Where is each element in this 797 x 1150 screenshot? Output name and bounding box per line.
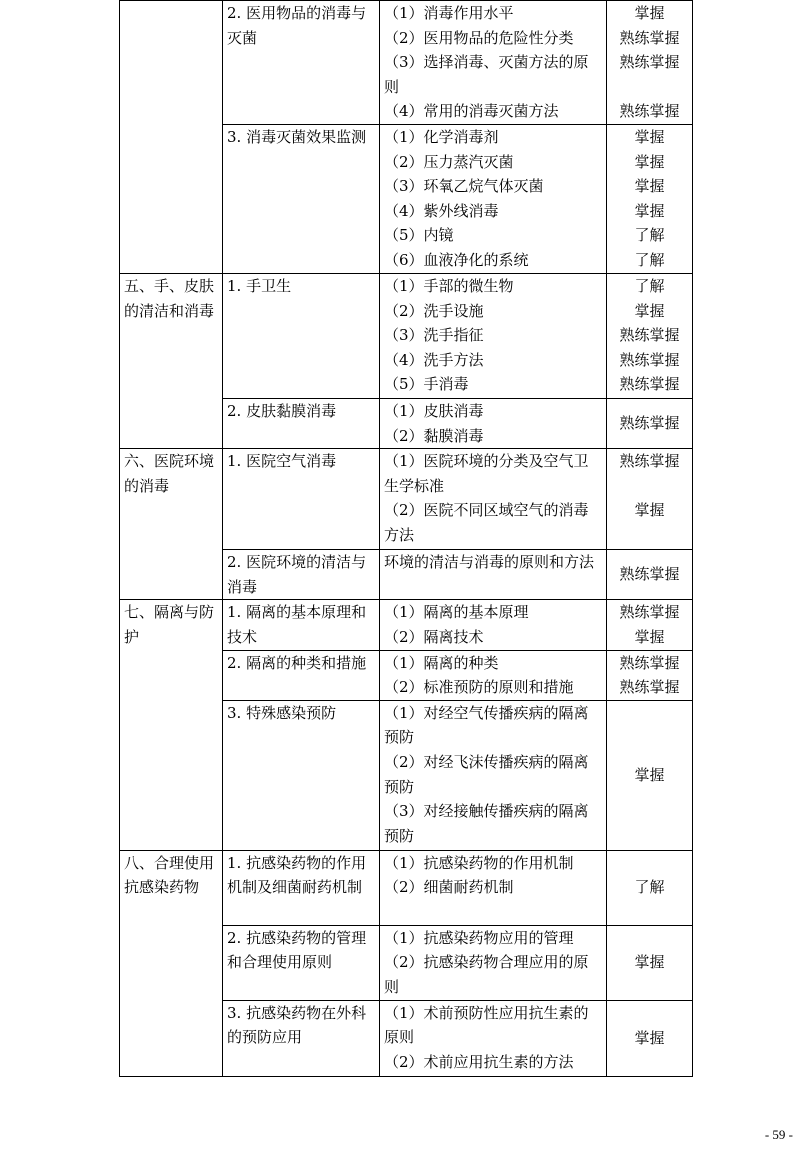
level-text: 掌握 <box>634 501 665 520</box>
content-cell <box>380 449 607 550</box>
content-item: （2）隔离技术 <box>384 627 484 646</box>
level-text: 了解 <box>634 277 665 295</box>
level-text: 熟练掌握 <box>619 102 680 121</box>
content-item: （1）医院环境的分类及空气卫生学标准 <box>384 452 589 495</box>
content-item: （2）标准预防的原则和措施 <box>384 678 574 697</box>
level-text: 熟练掌握 <box>619 28 680 47</box>
level-text: 熟练掌握 <box>619 603 680 622</box>
content-item: （1）对经空气传播疾病的隔离预防 <box>384 703 589 747</box>
content-cell <box>380 125 607 274</box>
content-item: （1）化学消毒剂 <box>384 128 499 146</box>
content-item: （2）黏膜消毒 <box>384 426 484 445</box>
content-cell <box>380 850 607 925</box>
content-cell <box>380 650 607 700</box>
page-number: - 59 - <box>764 1127 793 1142</box>
unit-cell: 八、合理使用抗感染药物 <box>120 850 223 1076</box>
subunit-cell: 3. 特殊感染预防 <box>223 700 380 850</box>
subunit-cell: 1. 医院空气消毒 <box>223 449 380 550</box>
subunit-cell: 3. 抗感染药物在外科的预防应用 <box>223 1000 380 1076</box>
unit-cell: 六、医院环境的消毒 <box>120 449 223 600</box>
level-text: 掌握 <box>634 301 665 320</box>
subunit-cell: 2. 医院环境的清洁与消毒 <box>223 550 380 600</box>
content-cell <box>380 1000 607 1076</box>
content-item: （3）选择消毒、灭菌方法的原则 <box>384 53 589 96</box>
content-cell <box>380 274 607 399</box>
level-text: 熟练掌握 <box>619 350 680 369</box>
level-spacer <box>609 75 690 100</box>
subunit-cell: 1. 手卫生 <box>223 274 380 399</box>
level-text: 了解 <box>634 250 665 269</box>
content-item: （1）隔离的种类 <box>384 653 499 672</box>
unit-cell: 七、隔离与防护 <box>120 600 223 850</box>
subunit-cell: 2. 皮肤黏膜消毒 <box>223 399 380 449</box>
level-text: 掌握 <box>634 4 665 22</box>
level-cell: 了解 <box>607 850 693 925</box>
content-item: （2）术前应用抗生素的方法 <box>384 1052 574 1071</box>
subunit-cell: 1. 抗感染药物的作用机制及细菌耐药机制 <box>223 850 380 925</box>
level-cell <box>607 274 693 399</box>
content-item: （3）洗手指征 <box>384 326 484 345</box>
level-text: 了解 <box>634 226 665 245</box>
content-item: （1）消毒作用水平 <box>384 4 514 22</box>
content-item: （1）抗感染药物应用的管理 <box>384 928 574 947</box>
content-item: 环境的清洁与消毒的原则和方法 <box>384 553 595 572</box>
level-cell: 熟练掌握 <box>607 399 693 449</box>
table-row <box>120 449 693 550</box>
content-cell <box>380 600 607 650</box>
content-item: （5）内镜 <box>384 226 454 245</box>
level-text: 熟练掌握 <box>619 678 680 697</box>
subunit-cell: 3. 消毒灭菌效果监测 <box>223 125 380 274</box>
table-row <box>120 1 693 125</box>
level-cell <box>607 125 693 274</box>
level-cell <box>607 1 693 125</box>
level-text: 掌握 <box>634 201 665 220</box>
level-text: 掌握 <box>634 177 665 196</box>
table-row <box>120 600 693 650</box>
content-cell <box>380 550 607 600</box>
level-text: 熟练掌握 <box>619 326 680 345</box>
content-item: （2）抗感染药物合理应用的原则 <box>384 953 589 996</box>
level-cell: 掌握 <box>607 1000 693 1076</box>
content-item: （4）洗手方法 <box>384 350 484 369</box>
table-row <box>120 274 693 399</box>
content-item: （2）医用物品的危险性分类 <box>384 28 574 47</box>
subunit-cell: 2. 隔离的种类和措施 <box>223 650 380 700</box>
level-cell: 熟练掌握 <box>607 550 693 600</box>
level-text: 熟练掌握 <box>619 653 680 672</box>
content-item: （1）术前预防性应用抗生素的原则 <box>384 1003 589 1047</box>
content-item: （2）细菌耐药机制 <box>384 878 514 897</box>
content-item: （1）皮肤消毒 <box>384 402 484 420</box>
content-item: （3）环氧乙烷气体灭菌 <box>384 177 544 196</box>
level-text: 熟练掌握 <box>619 375 680 394</box>
content-item: （1）抗感染药物的作用机制 <box>384 853 574 872</box>
content-item: （4）紫外线消毒 <box>384 201 499 220</box>
unit-cell <box>120 1 223 274</box>
table-row <box>120 850 693 925</box>
level-cell: 掌握 <box>607 700 693 850</box>
content-item: （2）对经飞沫传播疾病的隔离预防 <box>384 752 589 796</box>
content-item: （4）常用的消毒灭菌方法 <box>384 102 559 121</box>
content-cell <box>380 1 607 125</box>
subunit-cell: 1. 隔离的基本原理和技术 <box>223 600 380 650</box>
content-cell <box>380 925 607 1000</box>
level-cell: 掌握 <box>607 925 693 1000</box>
content-item: （3）对经接触传播疾病的隔离预防 <box>384 802 589 845</box>
subunit-cell: 2. 抗感染药物的管理和合理使用原则 <box>223 925 380 1000</box>
level-text: 掌握 <box>634 152 665 171</box>
level-cell <box>607 650 693 700</box>
content-item: （2）洗手设施 <box>384 301 484 320</box>
level-spacer <box>609 474 690 499</box>
level-cell <box>607 600 693 650</box>
content-item: （1）隔离的基本原理 <box>384 603 529 622</box>
level-text: 熟练掌握 <box>619 53 680 72</box>
level-text: 掌握 <box>634 627 665 646</box>
content-item: （6）血液净化的系统 <box>384 250 529 269</box>
unit-cell: 五、手、皮肤的清洁和消毒 <box>120 274 223 449</box>
syllabus-table <box>119 0 693 1077</box>
content-cell <box>380 700 607 850</box>
level-cell <box>607 449 693 550</box>
content-item: （5）手消毒 <box>384 375 469 394</box>
content-item: （1）手部的微生物 <box>384 277 514 295</box>
level-text: 熟练掌握 <box>619 452 680 471</box>
content-cell <box>380 399 607 449</box>
content-item: （2）压力蒸汽灭菌 <box>384 152 514 171</box>
content-item: （2）医院不同区域空气的消毒方法 <box>384 501 589 544</box>
subunit-cell: 2. 医用物品的消毒与灭菌 <box>223 1 380 125</box>
level-text: 掌握 <box>634 128 665 146</box>
